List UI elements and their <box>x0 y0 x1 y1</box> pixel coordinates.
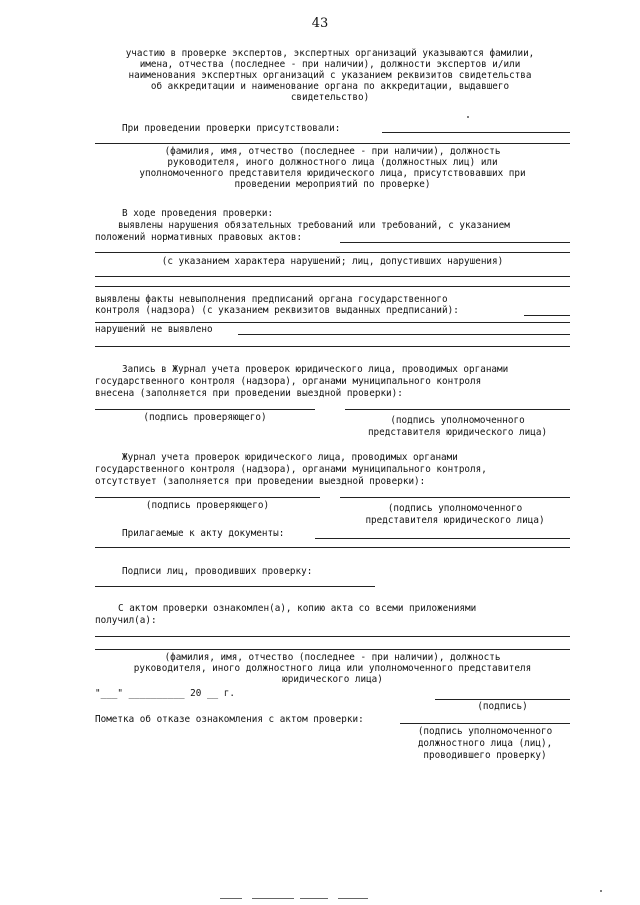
non-fulfilment-fill-line[interactable] <box>95 322 570 323</box>
non-fulfilment-fill-line[interactable] <box>524 315 570 316</box>
journal-entry-text-line: государственного контроля (надзора), органами муниципального контроля <box>95 376 482 387</box>
non-fulfilment-text-line: выявлены факты невыполнения предписаний органа государственного <box>95 294 448 305</box>
refusal-caption-line: (подпись уполномоченного <box>417 726 553 737</box>
inspector-signature-line[interactable] <box>95 409 315 410</box>
inspectors-signature-line[interactable] <box>95 586 375 587</box>
no-violations-fill-line[interactable] <box>95 346 570 347</box>
representative-signature-line[interactable] <box>345 409 570 410</box>
inspectors-signatures-label: Подписи лиц, проводивших проверку: <box>122 566 313 577</box>
scan-speck <box>467 116 469 118</box>
representative-signature-caption: представителя юридического лица) <box>365 515 545 526</box>
journal-entry-text-line: Запись в Журнал учета проверок юридического лица, проводимых органами <box>122 364 509 375</box>
inspector-signature-caption: (подпись проверяющего) <box>143 412 267 423</box>
inspector-signature-caption: (подпись проверяющего) <box>145 500 270 511</box>
refusal-caption-line: должностного лица (лиц), <box>417 738 553 749</box>
present-fill-line[interactable] <box>95 143 570 144</box>
journal-absent-text-line: Журнал учета проверок юридического лица, проводимых органами <box>122 452 458 463</box>
attached-documents-fill-line[interactable] <box>315 538 570 539</box>
attached-documents-label: Прилагаемые к акту документы: <box>122 528 285 539</box>
representative-signature-caption: представителя юридического лица) <box>367 427 548 438</box>
representative-signature-line[interactable] <box>340 497 570 498</box>
footer-dash <box>300 898 328 899</box>
scan-speck <box>600 890 602 892</box>
signature-line[interactable] <box>435 699 570 700</box>
experts-note-line: имена, отчества (последнее - при наличии), должности экспертов и/или <box>139 59 521 70</box>
representative-signature-caption: (подпись уполномоченного <box>390 415 525 426</box>
violations-fill-line[interactable] <box>340 242 570 243</box>
refusal-caption-line: проводившего проверку) <box>423 750 547 761</box>
violations-fill-line[interactable] <box>95 286 570 287</box>
familiarized-caption-line: юридического лица) <box>282 674 383 685</box>
experts-note-line: об аккредитации и наименование органа по аккредитации, выдавшего <box>150 81 510 92</box>
footer-dash <box>338 898 368 899</box>
inspector-signature-line[interactable] <box>95 497 320 498</box>
experts-note-line: свидетельство) <box>290 92 370 103</box>
no-violations-label: нарушений не выявлено <box>95 324 213 335</box>
journal-absent-text-line: отсутствует (заполняется при проведении выездной проверки): <box>95 476 426 487</box>
present-caption-line: (фамилия, имя, отчество (последнее - при наличии), должность <box>164 146 501 157</box>
violations-fill-line[interactable] <box>95 252 570 253</box>
page-number: 43 <box>311 16 329 31</box>
footer-dash <box>220 898 242 899</box>
refusal-signature-line[interactable] <box>400 723 570 724</box>
familiarized-text-line: получил(а): <box>95 615 157 626</box>
no-violations-fill-line[interactable] <box>238 334 570 335</box>
violations-text-line: выявлены нарушения обязательных требований или требований, с указанием <box>118 220 510 231</box>
journal-entry-text-line: внесена (заполняется при проведении выездной проверки): <box>95 388 403 399</box>
experts-note-line: наименования экспертных организаций с указанием реквизитов свидетельства <box>128 70 532 81</box>
familiarized-fill-line[interactable] <box>95 636 570 637</box>
violations-fill-line[interactable] <box>95 276 570 277</box>
familiarized-fill-line[interactable] <box>95 649 570 650</box>
violations-text-line: положений нормативных правовых актов: <box>95 232 303 243</box>
during-label: В ходе проведения проверки: <box>122 208 274 219</box>
signature-caption: (подпись) <box>477 701 528 712</box>
present-caption-line: руководителя, иного должностного лица (должностных лиц) или <box>167 157 498 168</box>
present-caption-line: уполномоченного представителя юридического лица, присутствовавших при <box>139 168 526 179</box>
present-caption-line: проведении мероприятий по проверке) <box>234 179 431 190</box>
violations-caption: (с указанием характера нарушений; лиц, допустивших нарушения) <box>161 256 504 267</box>
representative-signature-caption: (подпись уполномоченного <box>387 503 523 514</box>
familiarized-caption-line: (фамилия, имя, отчество (последнее - при наличии), должность <box>164 652 501 663</box>
refusal-label: Пометка об отказе ознакомления с актом проверки: <box>95 714 364 725</box>
non-fulfilment-text-line: контроля (надзора) (с указанием реквизитов выданных предписаний): <box>95 305 459 316</box>
present-label: При проведении проверки присутствовали: <box>122 123 341 134</box>
familiarized-caption-line: руководителя, иного должностного лица или уполномоченного представителя <box>133 663 532 674</box>
date-line[interactable]: "___" __________ 20 __ г. <box>95 688 235 699</box>
present-fill-line[interactable] <box>382 132 570 133</box>
footer-dash <box>252 898 294 899</box>
attached-documents-fill-line[interactable] <box>95 547 570 548</box>
familiarized-text-line: С актом проверки ознакомлен(а), копию акта со всеми приложениями <box>118 603 477 614</box>
journal-absent-text-line: государственного контроля (надзора), органами муниципального контроля, <box>95 464 487 475</box>
experts-note-line: участию в проверке экспертов, экспертных организаций указываются фамилии, <box>125 48 535 59</box>
